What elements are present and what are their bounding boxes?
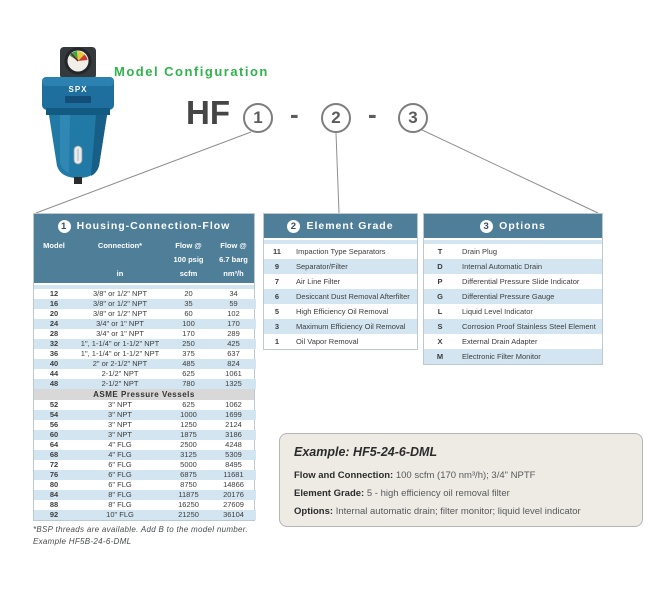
- table-cell: 8" FLG: [108, 500, 132, 509]
- table-cell: 40: [34, 359, 74, 369]
- table-cell: External Drain Adapter: [462, 337, 538, 346]
- table-cell: 7: [274, 277, 280, 286]
- table-cell: 170: [182, 329, 195, 338]
- example-line-options: Options: Internal automatic drain; filter monitor; liquid level indicator: [294, 505, 581, 517]
- housing-table-title: Housing-Connection-Flow: [76, 220, 231, 232]
- table-row: [34, 410, 256, 420]
- table-cell: 2-1/2" NPT: [101, 369, 139, 378]
- table-cell: 1699: [211, 410, 256, 420]
- table-cell: 289: [227, 329, 240, 338]
- connector-line-3: [420, 129, 598, 213]
- table-row: [34, 420, 256, 430]
- table-cell: 60: [184, 309, 193, 318]
- table-cell: 2124: [225, 420, 242, 429]
- table-cell: Drain Plug: [462, 247, 498, 256]
- table-row: [34, 440, 256, 450]
- table-cell: 11681: [211, 470, 256, 480]
- table-cell: 1: [274, 337, 280, 346]
- table-cell: 425: [211, 339, 256, 349]
- table-cell: 27609: [223, 500, 244, 509]
- table-cell: 20: [49, 309, 59, 318]
- table-cell: 10" FLG: [74, 510, 166, 520]
- bsp-footnote: [33, 524, 313, 547]
- table-cell: 12: [49, 289, 59, 298]
- table-cell: Separator/Filter: [290, 259, 417, 274]
- table-row: [424, 349, 602, 364]
- table-cell: 16: [34, 299, 74, 309]
- table-cell: 6" FLG: [108, 480, 132, 489]
- table-row: [34, 510, 256, 520]
- badge-3-icon: 3: [480, 220, 493, 233]
- filter-product-image: [36, 45, 120, 187]
- table-cell: 68: [34, 450, 74, 460]
- table-cell: 3186: [211, 430, 256, 440]
- table-row: [34, 500, 256, 510]
- table-row: [34, 289, 256, 299]
- housing-rows-table: [34, 289, 256, 389]
- table-cell: 3/4" or 1" NPT: [96, 329, 144, 338]
- table-cell: 1061: [225, 369, 242, 378]
- table-row: [424, 319, 602, 334]
- model-part-2-circle: 2: [321, 103, 351, 133]
- table-row: [34, 339, 256, 349]
- table-cell: 9: [264, 259, 290, 274]
- table-cell: 3: [264, 319, 290, 334]
- table-cell: M: [424, 349, 456, 364]
- table-cell: 8750: [180, 480, 197, 489]
- table-row: [34, 460, 256, 470]
- table-cell: 32: [34, 339, 74, 349]
- table-row: [264, 289, 417, 304]
- table-cell: 64: [49, 440, 59, 449]
- table-cell: 72: [49, 460, 59, 469]
- element-grade-header: [264, 214, 417, 238]
- table-row: [34, 319, 256, 329]
- table-cell: Impaction Type Separators: [296, 247, 386, 256]
- table-cell: 3125: [166, 450, 211, 460]
- example-line-element: Element Grade: 5 - high efficiency oil removal filter: [294, 487, 510, 499]
- table-cell: 88: [49, 500, 59, 509]
- table-row: [424, 274, 602, 289]
- brand-label: SPX: [68, 85, 88, 94]
- table-cell: 3" NPT: [74, 430, 166, 440]
- table-cell: 11875: [166, 490, 211, 500]
- footnote-line-2: Example HF5B-24-6-DML: [33, 536, 132, 546]
- table-cell: 1250: [180, 420, 197, 429]
- table-cell: 3" NPT: [108, 400, 132, 409]
- table-cell: Air Line Filter: [296, 277, 341, 286]
- element-grade-title: Element Grade: [306, 220, 394, 232]
- table-cell: 16250: [178, 500, 199, 509]
- table-row: [34, 379, 256, 389]
- table-cell: 35: [166, 299, 211, 309]
- example-title: Example: HF5-24-6-DML: [294, 445, 438, 459]
- table-row: [264, 274, 417, 289]
- table-cell: 5000: [180, 460, 197, 469]
- table-row: [34, 470, 256, 480]
- table-cell: 375: [182, 349, 195, 358]
- table-cell: S: [424, 319, 456, 334]
- housing-connection-flow-table: [33, 213, 255, 521]
- table-cell: 8" FLG: [74, 490, 166, 500]
- table-row: [264, 319, 417, 334]
- table-cell: 59: [211, 299, 256, 309]
- table-row: [34, 490, 256, 500]
- model-dash-2: -: [368, 99, 377, 129]
- table-row: [424, 334, 602, 349]
- table-row: [34, 329, 256, 339]
- table-cell: 1062: [225, 400, 242, 409]
- table-row: [424, 304, 602, 319]
- table-cell: High Efficiency Oil Removal: [296, 307, 389, 316]
- table-cell: 5: [274, 307, 280, 316]
- table-cell: 1325: [211, 379, 256, 389]
- table-cell: 625: [182, 369, 195, 378]
- table-cell: P: [437, 277, 443, 286]
- table-cell: 250: [166, 339, 211, 349]
- table-cell: 625: [182, 400, 195, 409]
- table-cell: Oil Vapor Removal: [296, 337, 359, 346]
- table-cell: Differential Pressure Gauge: [456, 289, 602, 304]
- example-box: [279, 433, 643, 527]
- table-cell: 34: [229, 289, 238, 298]
- model-part-1-circle: 1: [243, 103, 273, 133]
- table-cell: 5309: [211, 450, 256, 460]
- table-row: [264, 259, 417, 274]
- table-cell: Liquid Level Indicator: [462, 307, 533, 316]
- table-cell: 485: [166, 359, 211, 369]
- model-part-3-circle: 3: [398, 103, 428, 133]
- table-cell: D: [424, 259, 456, 274]
- table-row: [34, 369, 256, 379]
- housing-table-header: [34, 214, 254, 238]
- drain-stub: [74, 177, 82, 184]
- table-cell: 102: [227, 309, 240, 318]
- asme-subheader: ASME Pressure Vessels: [34, 389, 254, 400]
- connector-line-2: [336, 133, 339, 213]
- table-cell: T: [437, 247, 443, 256]
- table-cell: 20: [184, 289, 193, 298]
- example-line-flow: Flow and Connection: 100 scfm (170 nm³/h); 3/4" NPTF: [294, 470, 536, 481]
- table-cell: 3/4" or 1" NPT: [74, 319, 166, 329]
- table-cell: 8495: [225, 460, 242, 469]
- table-cell: Corrosion Proof Stainless Steel Element: [456, 319, 602, 334]
- table-cell: 84: [34, 490, 74, 500]
- page-title: Model Configuration: [114, 64, 269, 79]
- table-cell: 6" FLG: [108, 460, 132, 469]
- table-row: [424, 244, 602, 259]
- table-cell: 6875: [166, 470, 211, 480]
- table-row: [34, 450, 256, 460]
- table-cell: 1000: [166, 410, 211, 420]
- badge-1-icon: 1: [58, 220, 71, 233]
- bowl-highlight: [60, 115, 70, 173]
- table-cell: 4" FLG: [108, 440, 132, 449]
- element-grade-rows: [264, 244, 417, 349]
- options-table: [423, 213, 603, 365]
- table-row: [264, 334, 417, 349]
- table-cell: 1", 1-1/4" or 1-1/2" NPT: [80, 349, 160, 358]
- table-cell: 3/8" or 1/2" NPT: [92, 309, 148, 318]
- table-cell: 100: [166, 319, 211, 329]
- table-cell: 56: [49, 420, 59, 429]
- bowl-rim: [46, 108, 110, 115]
- column-header-connection: Connection* in: [97, 241, 143, 278]
- table-row: [34, 400, 256, 410]
- table-cell: 11: [273, 247, 281, 256]
- housing-column-headers: [34, 238, 254, 283]
- table-cell: 36: [49, 349, 59, 358]
- table-row: [34, 349, 256, 359]
- table-cell: 4248: [225, 440, 242, 449]
- table-cell: 780: [166, 379, 211, 389]
- column-header-flow-scfm: Flow @ 100 psig scfm: [173, 241, 204, 278]
- table-cell: 6" FLG: [74, 470, 166, 480]
- table-cell: 24: [34, 319, 74, 329]
- table-row: [424, 289, 602, 304]
- model-dash-1: -: [290, 99, 299, 129]
- table-cell: 2500: [180, 440, 197, 449]
- table-cell: X: [437, 337, 443, 346]
- table-cell: 170: [211, 319, 256, 329]
- table-cell: 3" NPT: [74, 410, 166, 420]
- table-cell: Electronic Filter Monitor: [456, 349, 602, 364]
- asme-rows-table: [34, 400, 256, 520]
- table-row: [34, 299, 256, 309]
- table-cell: 28: [49, 329, 59, 338]
- table-cell: 21250: [166, 510, 211, 520]
- table-cell: 60: [34, 430, 74, 440]
- model-prefix: HF: [186, 94, 230, 131]
- column-header-flow-nm3h: Flow @ 6.7 barg nm³/h: [219, 241, 248, 278]
- table-cell: 4" FLG: [74, 450, 166, 460]
- table-cell: G: [424, 289, 456, 304]
- footnote-line-1: *BSP threads are available. Add B to the model number.: [33, 525, 248, 534]
- element-grade-table: [263, 213, 418, 350]
- table-row: [34, 359, 256, 369]
- table-row: [34, 480, 256, 490]
- model-label-plate: [65, 96, 91, 103]
- table-cell: 637: [227, 349, 240, 358]
- table-cell: L: [437, 307, 443, 316]
- table-cell: 48: [34, 379, 74, 389]
- table-cell: 54: [34, 410, 74, 420]
- table-cell: 2-1/2" NPT: [74, 379, 166, 389]
- table-cell: 1", 1-1/4" or 1-1/2" NPT: [74, 339, 166, 349]
- table-cell: 824: [211, 359, 256, 369]
- table-cell: 3/8" or 1/2" NPT: [74, 299, 166, 309]
- table-row: [34, 430, 256, 440]
- table-cell: Desiccant Dust Removal Afterfilter: [290, 289, 417, 304]
- table-cell: 80: [49, 480, 59, 489]
- table-cell: 1875: [166, 430, 211, 440]
- table-cell: 3" NPT: [108, 420, 132, 429]
- column-header-model: Model: [43, 241, 65, 250]
- table-cell: 52: [49, 400, 59, 409]
- options-rows: [424, 244, 602, 364]
- table-cell: 36104: [211, 510, 256, 520]
- table-cell: 14866: [223, 480, 244, 489]
- table-cell: 20176: [211, 490, 256, 500]
- table-cell: 6: [264, 289, 290, 304]
- options-header: [424, 214, 602, 238]
- table-cell: Differential Pressure Slide Indicator: [462, 277, 580, 286]
- table-row: [34, 309, 256, 319]
- table-row: [264, 304, 417, 319]
- table-cell: 44: [49, 369, 59, 378]
- badge-2-icon: 2: [287, 220, 300, 233]
- table-cell: 3/8" or 1/2" NPT: [92, 289, 148, 298]
- table-cell: Maximum Efficiency Oil Removal: [290, 319, 417, 334]
- table-cell: 92: [34, 510, 74, 520]
- options-title: Options: [499, 220, 546, 232]
- table-row: [264, 244, 417, 259]
- table-cell: 2" or 2-1/2" NPT: [74, 359, 166, 369]
- table-row: [424, 259, 602, 274]
- table-cell: Internal Automatic Drain: [456, 259, 602, 274]
- table-cell: 76: [34, 470, 74, 480]
